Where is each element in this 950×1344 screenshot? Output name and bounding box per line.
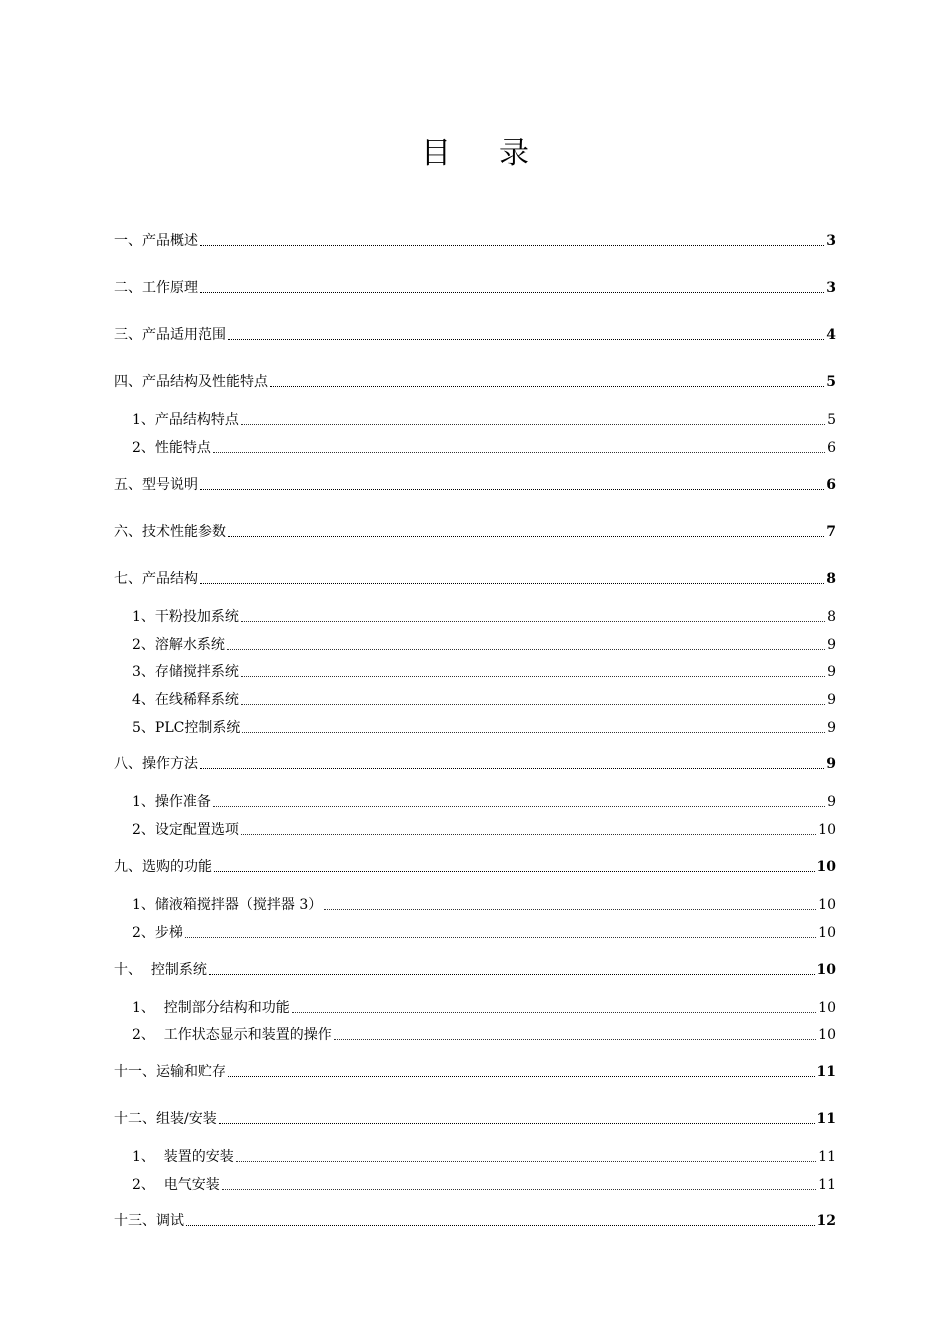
dot-leader [213,452,825,453]
toc-entry-page: 10 [816,962,836,978]
toc-entry-page: 6 [826,477,836,493]
toc-entry-page: 11 [816,1064,836,1080]
toc-entry[interactable] [114,517,836,541]
toc-entry-page: 6 [827,440,836,456]
toc-subentry[interactable] [132,1170,836,1194]
toc-entry-page: 7 [826,524,836,540]
toc-subentry[interactable] [132,918,836,942]
toc-entry[interactable] [114,852,836,876]
dot-leader [270,386,824,387]
toc-entry-page: 3 [826,233,836,249]
dot-leader [200,292,824,293]
toc-entry-page: 9 [826,756,836,772]
toc-entry-page: 10 [818,1000,836,1016]
toc-entry-page: 5 [826,374,836,390]
toc-subentry[interactable] [132,657,836,681]
dot-leader [219,1123,815,1124]
toc-subentry[interactable] [132,433,836,457]
toc-entry-label: 2、溶解水系统 [132,637,225,653]
toc-subentry[interactable] [132,630,836,654]
toc-entry-page: 4 [826,327,836,343]
toc-entry-page: 11 [818,1149,836,1165]
toc-subentry[interactable] [132,713,836,737]
toc-entry-label: 一、产品概述 [114,233,198,249]
toc-entry[interactable] [114,367,836,391]
toc-entry-label: 二、工作原理 [114,280,198,296]
toc-entry-page: 9 [827,720,836,736]
dot-leader [236,1161,816,1162]
title-char-2: 录 [499,136,529,171]
toc-entry-label: 2、设定配置选项 [132,822,239,838]
dot-leader [228,339,824,340]
dot-leader [209,974,815,975]
toc-entry-label: 4、在线稀释系统 [132,692,239,708]
toc-entry-page: 9 [827,692,836,708]
toc-entry-page: 9 [827,794,836,810]
dot-leader [228,536,824,537]
toc-entry[interactable] [114,749,836,773]
toc-entry-label: 七、产品结构 [114,571,198,587]
toc-entry-page: 5 [827,412,836,428]
dot-leader [227,649,825,650]
toc-entry-page: 10 [818,1027,836,1043]
toc-entry-label: 1、干粉投加系统 [132,609,239,625]
toc-entry-page: 11 [818,1177,836,1193]
dot-leader [200,489,824,490]
toc-entry-page: 9 [827,637,836,653]
dot-leader [241,424,825,425]
toc-entry-label: 1、产品结构特点 [132,412,239,428]
toc-subentry[interactable] [132,890,836,914]
toc-subentry[interactable] [132,1142,836,1166]
toc-entry-page: 10 [818,897,836,913]
dot-leader [241,621,825,622]
toc-subentry[interactable] [132,787,836,811]
toc-entry-label: 3、存储搅拌系统 [132,664,239,680]
toc-entry-page: 10 [816,859,836,875]
dot-leader [292,1012,816,1013]
dot-leader [334,1039,816,1040]
dot-leader [186,1225,815,1226]
toc-subentry[interactable] [132,405,836,429]
toc-entry-label: 5、PLC控制系统 [132,720,241,736]
toc-subentry[interactable] [132,993,836,1017]
toc-entry-label: 2、 电气安装 [132,1177,220,1193]
toc-entry-label: 十三、调试 [114,1213,184,1229]
toc-entry-page: 10 [818,822,836,838]
dot-leader [241,704,825,705]
toc-entry-label: 1、操作准备 [132,794,211,810]
toc-entry-label: 五、型号说明 [114,477,198,493]
toc-entry-page: 9 [827,664,836,680]
toc-subentry[interactable] [132,685,836,709]
toc-entry-label: 十、 控制系统 [114,962,207,978]
toc-entry[interactable] [114,955,836,979]
toc-entry[interactable] [114,470,836,494]
dot-leader [200,245,824,246]
toc-entry[interactable] [114,226,836,250]
title-char-1: 目 [421,136,451,171]
toc-entry[interactable] [114,1206,836,1230]
toc-entry[interactable] [114,1057,836,1081]
toc-entry-label: 三、产品适用范围 [114,327,226,343]
dot-leader [241,676,825,677]
toc-entry-page: 8 [826,571,836,587]
toc-entry[interactable] [114,564,836,588]
dot-leader [185,937,816,938]
toc-entry-label: 2、步梯 [132,925,183,941]
toc-subentry[interactable] [132,815,836,839]
toc-entry-page: 3 [826,280,836,296]
dot-leader [242,732,825,733]
toc-entry-page: 8 [827,609,836,625]
toc-entry-label: 2、性能特点 [132,440,211,456]
toc-entry[interactable] [114,273,836,297]
toc-entry-label: 九、选购的功能 [114,859,212,875]
toc-entry-label: 八、操作方法 [114,756,198,772]
toc-entry-page: 12 [816,1213,836,1229]
toc-entry-label: 1、储液箱搅拌器（搅拌器 3） [132,897,323,913]
toc-entry-label: 1、 装置的安装 [132,1149,234,1165]
toc-entry-label: 十二、组装/安装 [114,1111,217,1127]
toc-entry-label: 六、技术性能参数 [114,524,226,540]
dot-leader [214,871,815,872]
toc-entry-label: 1、 控制部分结构和功能 [132,1000,290,1016]
toc-entry-label: 四、产品结构及性能特点 [114,374,268,390]
dot-leader [213,806,825,807]
dot-leader [241,834,816,835]
toc-entry-label: 十一、运输和贮存 [114,1064,226,1080]
toc-entry-page: 10 [818,925,836,941]
toc-entry[interactable] [114,320,836,344]
toc-subentry[interactable] [132,602,836,626]
dot-leader [222,1189,816,1190]
toc-entry-label: 2、 工作状态显示和装置的操作 [132,1027,332,1043]
dot-leader [200,768,824,769]
toc-subentry[interactable] [132,1020,836,1044]
dot-leader [324,909,816,910]
toc-entry-page: 11 [816,1111,836,1127]
toc-entry[interactable] [114,1104,836,1128]
dot-leader [228,1076,815,1077]
dot-leader [200,583,824,584]
